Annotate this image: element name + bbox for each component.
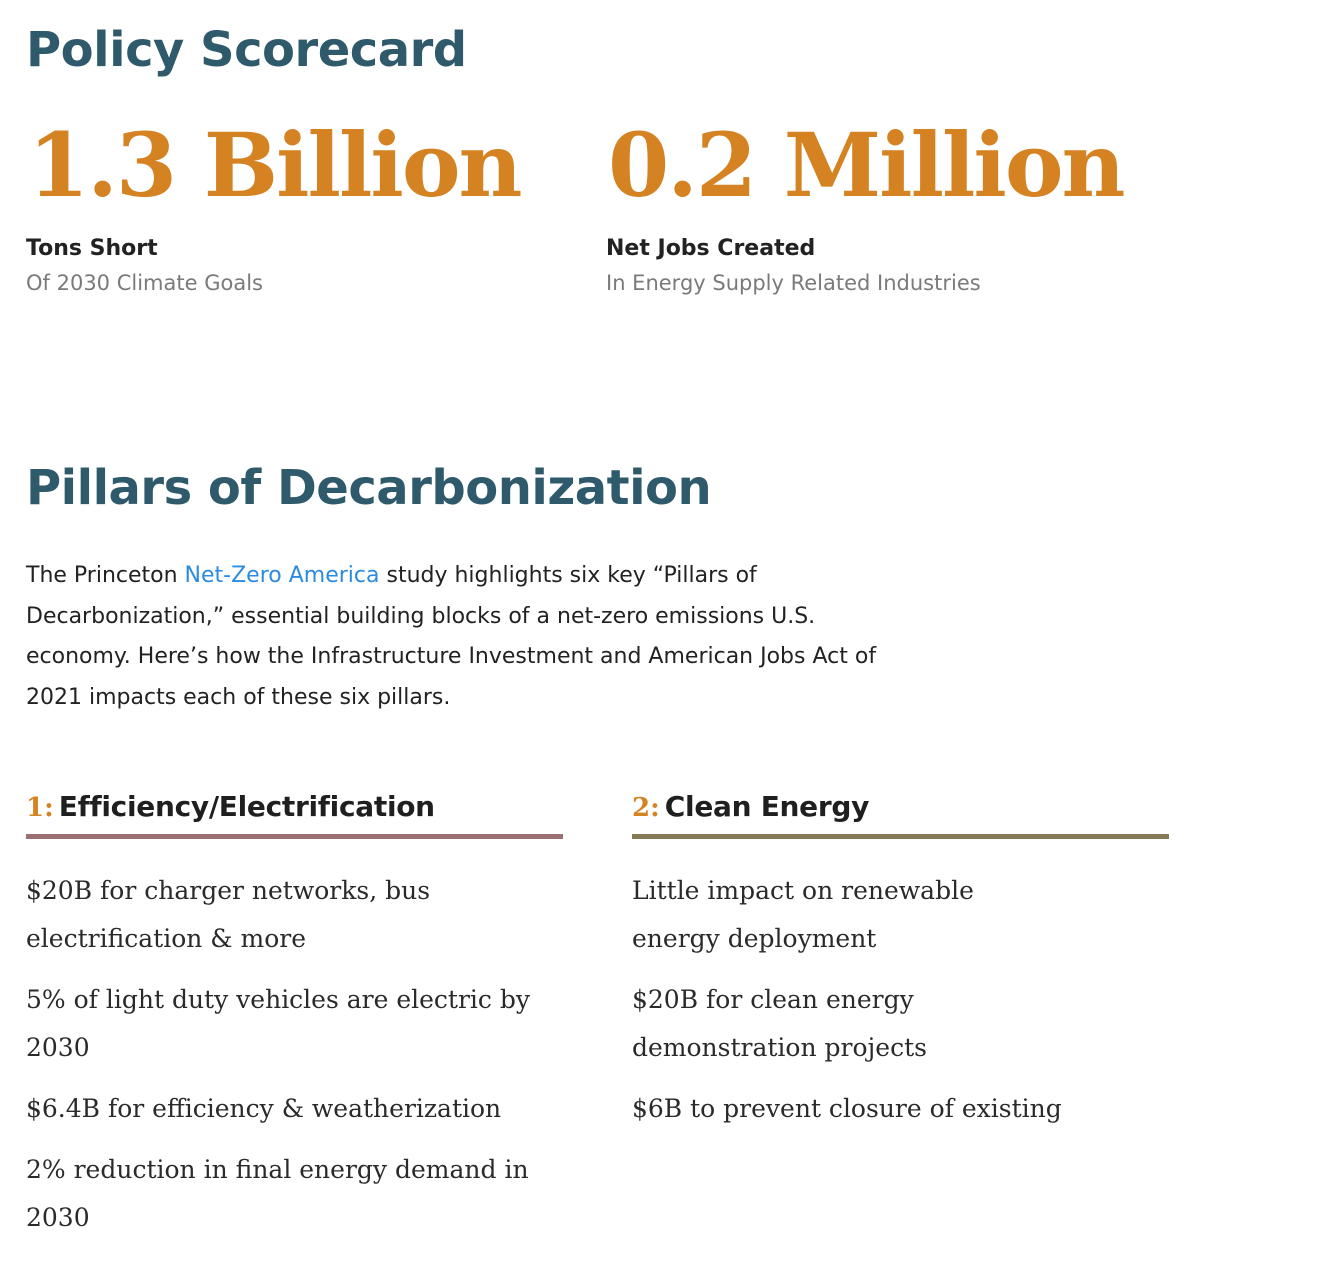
pillars-title: Pillars of Decarbonization	[26, 460, 712, 516]
pillar-point: $6B to prevent closure of existing	[632, 1094, 1062, 1123]
intro-text-after: study highlights six key “Pillars of Decarbonization,” essential building blocks of a net-zero emissions U.S. economy. Here’s how the Infrastructure Investment and American Jobs Act of 2021 impacts each of these six pillars.	[26, 563, 877, 710]
pillar-point: 5% of light duty vehicles are electric by 2030	[26, 985, 531, 1062]
pillar-point: Little impact on renewable energy deployment	[632, 876, 974, 953]
pillar-points	[26, 867, 563, 1242]
pillar-point: $20B for charger networks, bus electrification & more	[26, 876, 431, 953]
stat-value: 0.2 Million	[608, 113, 1124, 217]
stat-tons-short	[28, 110, 521, 295]
pillar-heading	[26, 785, 563, 829]
pillar-divider	[26, 834, 563, 839]
pillar-points	[632, 867, 1169, 1133]
stat-value: 1.3 Billion	[28, 113, 521, 217]
pillar-heading	[632, 785, 1169, 829]
stat-net-jobs	[608, 110, 1124, 295]
stat-label: Tons Short	[26, 236, 158, 261]
pillar-point: $6.4B for efficiency & weatherization	[26, 1094, 502, 1123]
pillar-name: Efficiency/Electrification	[58, 790, 435, 823]
net-zero-america-link[interactable]: Net-Zero America	[184, 563, 380, 588]
stat-subtext: Of 2030 Climate Goals	[26, 271, 263, 295]
pillar-number: 2:	[632, 793, 660, 823]
pillar-clean-energy	[632, 785, 1169, 1146]
scorecard-title: Policy Scorecard	[26, 22, 467, 78]
intro-text-before: The Princeton	[26, 563, 185, 588]
pillar-point: $20B for clean energy demonstration projects	[632, 985, 927, 1062]
stat-label: Net Jobs Created	[606, 236, 816, 261]
pillar-efficiency-electrification	[26, 785, 563, 1255]
intro-paragraph	[26, 556, 926, 718]
stat-subtext: In Energy Supply Related Industries	[606, 271, 981, 295]
pillar-divider	[632, 834, 1169, 839]
pillar-point: 2% reduction in final energy demand in 2030	[26, 1155, 529, 1232]
pillar-number: 1:	[26, 793, 54, 823]
pillar-name: Clean Energy	[664, 790, 870, 823]
